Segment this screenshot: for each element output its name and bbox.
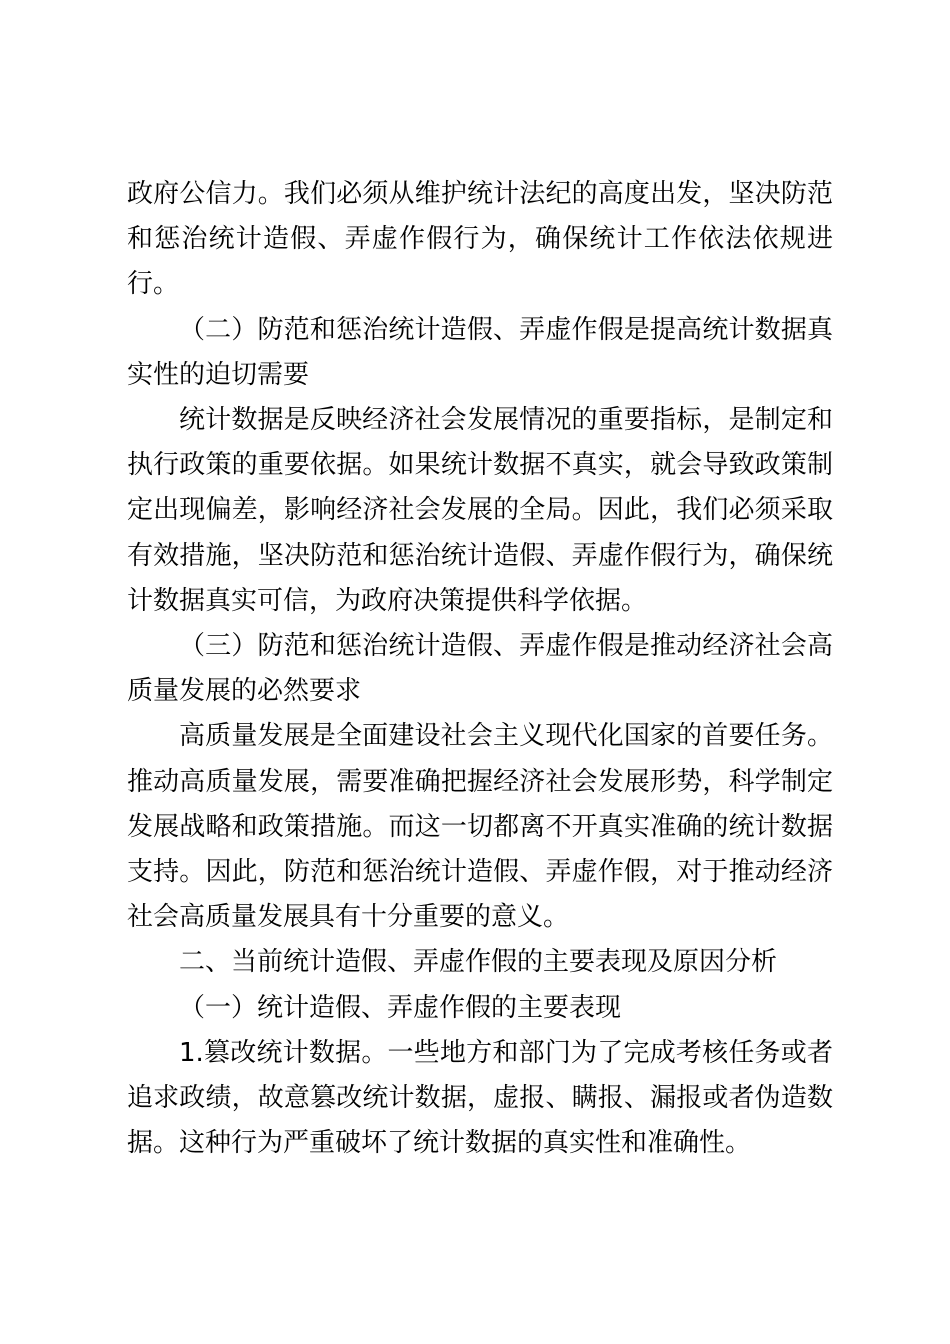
chapter-heading-2: 二、当前统计造假、弄虚作假的主要表现及原因分析 [179,947,778,978]
section-heading-2: （二）防范和惩治统计造假、弄虚作假是提高统计数据真实性的迫切需要 [127,314,833,390]
paragraph-data-authenticity: 统计数据是反映经济社会发展情况的重要指标，是制定和执行政策的重要依据。如果统计数据不真实，就会导致政策制定出现偏差，影响经济社会发展的全局。因此，我们必须采取有效措施，坚决防范和惩治统计造假、弄虚作假行为，确保统计数据真实可信，为政府决策提供科学依据。 [127,405,833,616]
paragraph-tampering-data: 1.篡改统计数据。一些地方和部门为了完成考核任务或者追求政绩，故意篡改统计数据，虚报、瞒报、漏报或者伪造数据。这种行为严重破坏了统计数据的真实性和准确性。 [127,1037,833,1159]
subsection-heading-1: （一）统计造假、弄虚作假的主要表现 [179,992,622,1023]
paragraph-intro-continuation: 政府公信力。我们必须从维护统计法纪的高度出发，坚决防范和惩治统计造假、弄虚作假行为，确保统计工作依法依规进行。 [127,179,833,300]
section-heading-3: （三）防范和惩治统计造假、弄虚作假是推动经济社会高质量发展的必然要求 [127,631,833,707]
paragraph-high-quality-development: 高质量发展是全面建设社会主义现代化国家的首要任务。推动高质量发展，需要准确把握经济社会发展形势，科学制定发展战略和政策措施。而这一切都离不开真实准确的统计数据支持。因此，防范和惩治统计造假、弄虚作假，对于推动经济社会高质量发展具有十分重要的意义。 [127,721,833,933]
document-body [127,172,833,1166]
